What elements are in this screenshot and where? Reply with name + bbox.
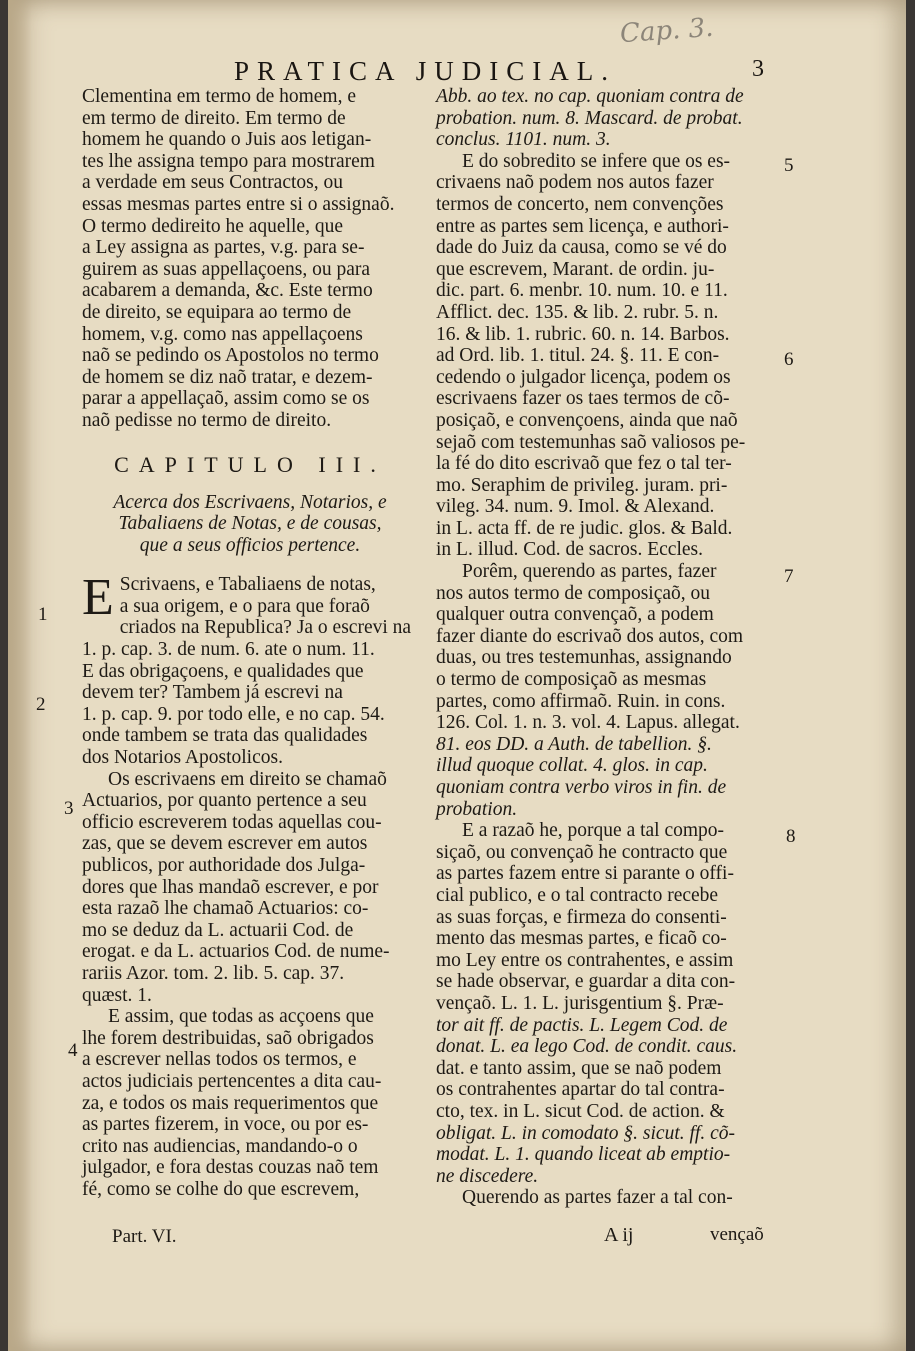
- text-line: mento das mesmas partes, e ficaõ co-: [436, 928, 727, 950]
- text-line: za, e todos os mais requerimentos que: [82, 1092, 379, 1114]
- text-line: dade do Juiz da causa, como se vé do: [436, 237, 727, 259]
- text-line: quoniam contra verbo viros in fin. de: [436, 777, 727, 798]
- margin-number: 4: [68, 1040, 78, 1061]
- text-line: as suas forças, e firmeza do consenti-: [436, 906, 727, 928]
- text-line: a Ley assigna as partes, v.g. para se-: [82, 237, 365, 259]
- text-line: crito nas audiencias, mandando-o o: [82, 1135, 358, 1157]
- text-line: dos Notarios Apostolicos.: [82, 747, 283, 769]
- text-line: vileg. 34. num. 9. Imol. & Alexand.: [436, 496, 715, 518]
- left-column: [82, 86, 418, 1201]
- text-line: obligat. L. in comodato §. sicut. ff. cõ-: [436, 1122, 735, 1144]
- catchword: vençaõ: [710, 1224, 764, 1245]
- text-line: homem he quando o Juis aos letigan-: [82, 129, 372, 151]
- text-line: naõ se pedindo os Apostolos no termo: [82, 345, 379, 367]
- text-line: Afflict. dec. 135. & lib. 2. rubr. 5. n.: [436, 301, 719, 323]
- text-line: dat. e tanto assim, que se naõ podem: [436, 1057, 722, 1079]
- text-line: quæst. 1.: [82, 984, 152, 1006]
- text-line: termos de concerto, nem convenções: [436, 193, 724, 215]
- text-line: O termo dedireito he aquelle, que: [82, 215, 343, 237]
- text-line: Os escrivaens em direito se chamaõ: [108, 768, 387, 790]
- text-line: rariis Azor. tom. 2. lib. 5. cap. 37.: [82, 962, 345, 984]
- text-line: actos judiciais pertencentes a dita cau-: [82, 1070, 382, 1092]
- subtitle-line: Acerca dos Escrivaens, Notarios, e: [113, 491, 387, 513]
- margin-number: 3: [64, 798, 74, 819]
- text-line: a verdade em seus Contractos, ou: [82, 172, 344, 194]
- text-line: E assim, que todas as acçoens que: [108, 1006, 374, 1028]
- text-line: 1. p. cap. 3. de num. 6. ate o num. 11.: [82, 639, 375, 661]
- paragraph-1: [82, 569, 418, 769]
- text-line: duas, ou tres testemunhas, assignando: [436, 647, 732, 669]
- text-line: Porêm, querendo as partes, fazer: [462, 561, 717, 583]
- text-line: 126. Col. 1. n. 3. vol. 4. Lapus. allegat.: [436, 712, 740, 734]
- text-line: mo Ley entre os contrahentes, e assim: [436, 949, 734, 971]
- text-line: em termo de direito. Em termo de: [82, 107, 346, 129]
- text-line: in L. acta ff. de re judic. glos. & Bald.: [436, 517, 733, 539]
- text-line: conclus. 1101. num. 3.: [436, 129, 611, 151]
- text-line: officio escreverem todas aquellas cou-: [82, 811, 382, 833]
- text-line: zas, que se devem escrever em autos: [82, 833, 368, 855]
- text-line: Clementina em termo de homem, e: [82, 86, 356, 107]
- text-line: ne discedere.: [436, 1165, 539, 1187]
- text-line: Actuarios, por quanto pertence a seu: [82, 790, 367, 812]
- paragraph-2: [82, 769, 418, 1007]
- text-line: as partes fazem entre si parante o offi-: [436, 863, 734, 885]
- part-footer: Part. VI.: [112, 1226, 177, 1247]
- text-line: que escrevem, Marant. de ordin. ju-: [436, 258, 715, 280]
- text-line: mo. Seraphim de privileg. juram. pri-: [436, 474, 728, 496]
- text-line: sejaõ com testemunhas saõ valiosos pe-: [436, 431, 746, 453]
- text-line: cial publico, e o tal contracto recebe: [436, 884, 719, 906]
- text-line: in L. illud. Cod. de sacros. Eccles.: [436, 539, 703, 561]
- text-line: crivaens naõ podem nos autos fazer: [436, 172, 714, 194]
- text-line: probation. num. 8. Mascard. de probat.: [436, 107, 743, 129]
- text-line: parar a appellaçaõ, assim como se os: [82, 388, 370, 410]
- text-line: fazer diante do escrivaõ dos autos, com: [436, 625, 744, 647]
- text-line: cto, tex. in L. sicut Cod. de action. &: [436, 1100, 725, 1122]
- page-gutter: [8, 0, 32, 1351]
- text-line: 16. & lib. 1. rubric. 60. n. 14. Barbos.: [436, 323, 730, 345]
- text-line: Querendo as partes fazer a tal con-: [462, 1187, 733, 1209]
- paragraph-5: [436, 151, 772, 561]
- text-line: Abb. ao tex. no cap. quoniam contra de: [436, 86, 744, 107]
- signature-mark: A ij: [604, 1224, 634, 1246]
- handwritten-note: Cap. 3.: [619, 12, 715, 50]
- text-line: entre as partes sem licença, e authori-: [436, 215, 729, 237]
- text-line: Scrivaens, e Tabaliaens de notas,: [119, 574, 376, 596]
- text-line: lhe forem destribuidas, saõ obrigados: [82, 1027, 374, 1049]
- folio-number: 3: [752, 56, 764, 82]
- margin-number: 7: [784, 566, 794, 587]
- text-line: siçaõ, ou convençaõ he contracto que: [436, 841, 728, 863]
- subtitle-line: que a seus officios pertence.: [139, 534, 361, 556]
- paragraph-9: [436, 1187, 772, 1209]
- text-line: devem ter? Tambem já escrevi na: [82, 682, 343, 704]
- text-line: probation.: [436, 798, 518, 820]
- chapter-heading: CAPITULO III.: [114, 451, 386, 477]
- text-line: a escrever nellas todos os termos, e: [82, 1049, 357, 1071]
- text-line: donat. L. ea lego Cod. de condit. caus.: [436, 1036, 738, 1058]
- text-line: tor ait ff. de pactis. L. Legem Cod. de: [436, 1014, 728, 1036]
- right-column: [436, 86, 772, 1209]
- text-line: de homem se diz naõ tratar, e dezem-: [82, 366, 373, 388]
- text-line: vençaõ. L. 1. L. jurisgentium §. Præ-: [436, 992, 724, 1014]
- book-page: [8, 0, 906, 1351]
- text-line: E a razaõ he, porque a tal compo-: [462, 820, 725, 842]
- text-line: mo se deduz da L. actuarii Cod. de: [82, 919, 354, 941]
- text-line: erogat. e da L. actuarios Cod. de nume-: [82, 941, 390, 963]
- text-line: guirem as suas appellaçoens, ou para: [82, 258, 371, 280]
- citation-continuation: [436, 86, 772, 151]
- margin-number: 1: [38, 604, 48, 625]
- text-line: ad Ord. lib. 1. titul. 24. §. 11. E con-: [436, 345, 720, 367]
- subtitle-line: Tabaliaens de Notas, e de cousas,: [118, 513, 382, 535]
- text-line: onde tambem se trata das qualidades: [82, 725, 368, 747]
- text-line: de direito, se equipara ao termo de: [82, 301, 352, 323]
- text-line: dores que lhas mandaõ escrever, e por: [82, 876, 379, 898]
- text-line: fé, como se colhe do que escrevem,: [82, 1178, 360, 1200]
- paragraph-7: [436, 561, 772, 820]
- text-line: essas mesmas partes entre si o assignaõ.: [82, 193, 395, 215]
- text-line: nos autos termo de composiçaõ, ou: [436, 582, 711, 604]
- running-head: PRATICA JUDICIAL.: [234, 56, 617, 86]
- text-line: esta razaõ lhe chamaõ Actuarios: co-: [82, 898, 369, 920]
- text-line: E do sobredito se infere que os es-: [462, 150, 731, 172]
- margin-number: 2: [36, 694, 46, 715]
- margin-number: 8: [786, 826, 796, 847]
- text-line: dic. part. 6. menbr. 10. num. 10. e 11.: [436, 280, 728, 302]
- text-line: criados na Republica? Ja o escrevi na: [119, 617, 412, 639]
- text-line: E das obrigaçoens, e qualidades que: [82, 660, 364, 682]
- text-line: la fé do dito escrivaõ que fez o tal ter-: [436, 453, 732, 475]
- text-line: 81. eos DD. a Auth. de tabellion. §.: [436, 733, 712, 755]
- text-line: tes lhe assigna tempo para mostrarem: [82, 150, 375, 172]
- paragraph-3: [82, 1006, 418, 1200]
- text-line: homem, v.g. como nas appellaçoens: [82, 323, 363, 345]
- text-line: 1. p. cap. 9. por todo elle, e no cap. 54.: [82, 703, 385, 725]
- text-line: illud quoque collat. 4. glos. in cap.: [436, 755, 708, 777]
- text-line: modat. L. 1. quando liceat ab emptio-: [436, 1144, 731, 1166]
- opening-paragraph: [82, 86, 418, 432]
- chapter-subtitle: [82, 492, 418, 557]
- text-line: posiçaõ, e convençoens, ainda que naõ: [436, 409, 738, 431]
- text-line: publicos, por authoridade dos Julga-: [82, 855, 366, 876]
- text-line: cedendo o julgador licença, podem os: [436, 366, 731, 388]
- text-line: se hade observar, e guardar a dita con-: [436, 971, 736, 993]
- text-line: escrivaens fazer os taes termos de cõ-: [436, 388, 730, 410]
- text-line: o termo de composiçaõ as mesmas: [436, 669, 707, 691]
- text-line: acabarem a demanda, &c. Este termo: [82, 280, 373, 302]
- text-line: as partes fizerem, in voce, ou por es-: [82, 1114, 369, 1136]
- text-line: qualquer outra convençaõ, a podem: [436, 604, 714, 626]
- paragraph-8: [436, 820, 772, 1187]
- margin-number: 5: [784, 155, 794, 176]
- margin-number: 6: [784, 349, 794, 370]
- text-line: naõ pedisse no termo de direito.: [82, 409, 332, 431]
- text-line: julgador, e fora destas couzas naõ tem: [82, 1157, 379, 1179]
- drop-cap: E: [82, 569, 114, 627]
- text-line: partes, como affirmaõ. Ruin. in cons.: [436, 690, 726, 712]
- text-line: a sua origem, e o para que foraõ: [119, 595, 370, 617]
- text-line: os contrahentes apartar do tal contra-: [436, 1079, 725, 1101]
